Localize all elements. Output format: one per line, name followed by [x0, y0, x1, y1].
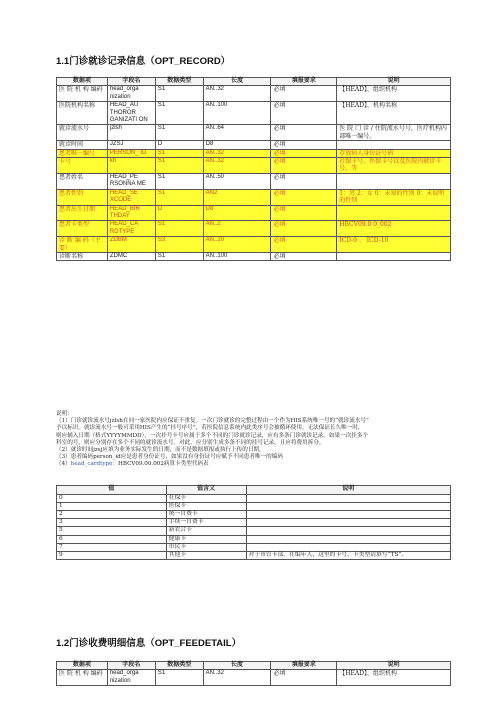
- table-cell: 必填: [271, 221, 337, 237]
- table-cell: 【HEAD】，机构名称: [337, 102, 451, 125]
- table-row: [57, 141, 451, 149]
- table-cell: [246, 494, 451, 502]
- table-header-row: [57, 486, 451, 495]
- table-row: [57, 173, 451, 189]
- table-cell: AN..32: [203, 670, 271, 686]
- table-cell: 卡号: [57, 158, 108, 174]
- table-cell: 诊断名称: [57, 252, 108, 260]
- table-cell: head_orga nization: [107, 670, 155, 686]
- table-cell: 医 院 机 构 编码: [57, 86, 108, 102]
- table-cell: AN..100: [203, 102, 271, 125]
- table-cell: 2: [57, 511, 167, 519]
- table-row: [57, 494, 451, 502]
- table-cell: 必填: [271, 670, 337, 686]
- note-line: （3）患者编码person_id应是患者身份证号，如果没有身份证号应赋予不同患者唯一的编码: [56, 454, 283, 461]
- table-cell: 必填: [271, 141, 337, 149]
- table-cell: 统一自费卡: [166, 511, 246, 519]
- table-row: [57, 252, 451, 260]
- table-cell: [337, 141, 451, 149]
- table-cell: 1: [57, 502, 167, 510]
- note-line-4: （4）head_cardtype：HBCV09.00.002病算卡类型代码表: [56, 461, 209, 468]
- table-row: [57, 125, 451, 141]
- table-cell: 0: [57, 494, 167, 502]
- table-row: [57, 221, 451, 237]
- table-cell: S3: [155, 237, 203, 253]
- table-cell: 患者姓名: [57, 173, 108, 189]
- table-cell: HEAD_PE RSONNA ME: [107, 173, 155, 189]
- column-header: 值含义: [166, 486, 246, 495]
- table-cell: D8: [203, 141, 271, 149]
- table-row: [57, 535, 451, 543]
- table-cell: [246, 511, 451, 519]
- table-row: [57, 205, 451, 221]
- note-line: 予以标识。就诊流水号一般可采用HIS产生的“挂号序号”，若医院信息系统内此类序号会被循环使用，无法保证长久唯一时，: [56, 425, 364, 432]
- notes-label: 说明：: [56, 411, 73, 417]
- table-cell: [246, 519, 451, 527]
- table-cell: AN..64: [203, 125, 271, 141]
- column-header: 填报要求: [271, 78, 337, 86]
- opt-record-table: [56, 77, 451, 261]
- table-cell: 【HEAD】，组织机构: [337, 670, 451, 686]
- table-cell: 必填: [271, 125, 337, 141]
- table-cell: 新农合卡: [166, 527, 246, 535]
- table-row: [57, 102, 451, 125]
- opt-feedetail-table: [56, 661, 451, 686]
- table-cell: ZDBM: [107, 237, 155, 253]
- column-header: 长度: [203, 78, 271, 86]
- table-cell: S1: [155, 252, 203, 260]
- table-cell: [337, 205, 451, 221]
- table-cell: HEAD_BIR THDAY: [107, 205, 155, 221]
- table-cell: S1: [155, 102, 203, 125]
- table-cell: 必填: [271, 158, 337, 174]
- table-cell: S1: [155, 221, 203, 237]
- column-header: 字段名: [107, 78, 155, 86]
- table-cell: [246, 527, 451, 535]
- column-header: 数据项: [57, 78, 108, 86]
- table-cell: [246, 502, 451, 510]
- column-header: 说明: [337, 78, 451, 86]
- table-cell: S1: [155, 86, 203, 102]
- table-cell: 诊 断 编 码（主要）: [57, 237, 108, 253]
- table-cell: S1: [155, 670, 203, 686]
- note-line: （1）门诊就诊流水号jzlsh在同一家医院内应保证不重复。一次门诊就诊的完整过程由一个作为HIS系统唯一号的“就诊流水号”: [56, 418, 369, 425]
- table-row: [57, 502, 451, 510]
- table-cell: 患者唯一编号: [57, 149, 108, 157]
- table-cell: JZSJ: [107, 141, 155, 149]
- table-cell: S1: [155, 149, 203, 157]
- column-header: 说明: [246, 486, 451, 495]
- table-cell: 必填: [271, 102, 337, 125]
- column-header: 值: [57, 486, 167, 495]
- table-cell: 必填: [271, 149, 337, 157]
- table-cell: AN2: [203, 189, 271, 205]
- table-cell: 必填: [271, 173, 337, 189]
- note-line: 则应辅入日期（格式YYYYMMDD），一次挂号卡号应属于多个不同的门诊就诊记录，应有多条门诊就诊记录。如果一次挂多个: [56, 432, 369, 439]
- table-cell: 9: [57, 552, 167, 560]
- table-cell: 患者出生日期: [57, 205, 108, 221]
- table-cell: HEAD_CA RDTYPE: [107, 221, 155, 237]
- table-cell: 医院机构名称: [57, 102, 108, 125]
- table-cell: HBCV09.0 0_002: [337, 221, 451, 237]
- table-cell: 患者卡类型: [57, 221, 108, 237]
- table-cell: ICD-9 、 ICD-10: [337, 237, 451, 253]
- table-row: [57, 149, 451, 157]
- table-row: [57, 543, 451, 551]
- table-cell: AN..20: [203, 237, 271, 253]
- table-cell: head_orga nization: [107, 86, 155, 102]
- table-cell: 其他卡: [166, 552, 246, 560]
- table-row: [57, 511, 451, 519]
- table-cell: 就诊流水号: [57, 125, 108, 141]
- section-title-opt-record: 1.1门诊就诊记录信息（OPT_RECORD）: [56, 56, 231, 67]
- table-cell: 【HEAD】，组织机构: [337, 86, 451, 102]
- table-cell: 存放病人身份证号码: [337, 149, 451, 157]
- table-cell: 健康卡: [166, 535, 246, 543]
- table-cell: 就诊时间: [57, 141, 108, 149]
- card-type-code-table: [56, 485, 451, 560]
- table-cell: S1: [155, 125, 203, 141]
- table-row: [57, 158, 451, 174]
- table-cell: 对于市管卡部，在编年人，这里的卡号、卡类型请填写“TS”。: [246, 552, 451, 560]
- table-cell: 医保卡: [166, 502, 246, 510]
- table-cell: AN..32: [203, 149, 271, 157]
- table-cell: AN..32: [203, 86, 271, 102]
- table-row: [57, 527, 451, 535]
- table-cell: [337, 252, 451, 260]
- table-cell: AN..100: [203, 252, 271, 260]
- table-cell: HEAD_AU THOROR GANIZATI ON: [107, 102, 155, 125]
- table-cell: 6: [57, 535, 167, 543]
- table-cell: S1: [155, 173, 203, 189]
- table-cell: [246, 535, 451, 543]
- table-row: [57, 189, 451, 205]
- table-cell: D: [155, 141, 203, 149]
- table-row: [57, 670, 451, 686]
- column-header: 数据项: [57, 662, 108, 670]
- table-cell: S1: [155, 158, 203, 174]
- table-cell: 市民卡: [166, 543, 246, 551]
- table-cell: 必填: [271, 205, 337, 221]
- section-title-opt-feedetail: 1.2门诊收费明细信息（OPT_FEEDETAIL）: [56, 638, 242, 649]
- table-row: [57, 237, 451, 253]
- column-header: 字段名: [107, 662, 155, 670]
- table-cell: 必填: [271, 237, 337, 253]
- table-cell: 必填: [271, 189, 337, 205]
- table-cell: ZDMC: [107, 252, 155, 260]
- table-cell: D: [155, 205, 203, 221]
- table-cell: HEAD_SE XCODE: [107, 189, 155, 205]
- table-cell: AN..32: [203, 158, 271, 174]
- column-header: 数据类型: [155, 78, 203, 86]
- note-line: 科室的号，则应分别存在多个不同的就诊流水号。对此，应分别生成多条不同的挂号记录，且应将费用拆分。: [56, 439, 325, 446]
- column-header: 说明: [337, 662, 451, 670]
- table-cell: AN..2: [203, 221, 271, 237]
- table-cell: 5: [57, 527, 167, 535]
- table-cell: 手续一自费卡: [166, 519, 246, 527]
- head-cardtype-link[interactable]: head_cardtype：: [70, 461, 118, 468]
- column-header: 长度: [203, 662, 271, 670]
- table-cell: 必填: [271, 252, 337, 260]
- table-cell: 患者性别: [57, 189, 108, 205]
- table-row: [57, 519, 451, 527]
- table-cell: S1: [155, 189, 203, 205]
- table-cell: 必填: [271, 86, 337, 102]
- table-cell: PERSON_ ID: [107, 149, 155, 157]
- table-row: [57, 552, 451, 560]
- column-header: 数据类型: [155, 662, 203, 670]
- table-cell: [246, 543, 451, 551]
- table-cell: AN..50: [203, 173, 271, 189]
- table-row: [57, 86, 451, 102]
- table-cell: 7: [57, 543, 167, 551]
- table-cell: 医 院 机 构 编码: [57, 670, 108, 686]
- table-header-row: [57, 78, 451, 86]
- table-cell: jzlsh: [107, 125, 155, 141]
- table-cell: 1：男 2：女 0：未知的性别 9：未说明的性别: [337, 189, 451, 205]
- table-cell: 社保卡: [166, 494, 246, 502]
- column-header: 填报要求: [271, 662, 337, 670]
- table-cell: 社保卡号、医保卡号以及医院内就诊卡号，等: [337, 158, 451, 174]
- table-cell: 3: [57, 519, 167, 527]
- table-cell: [337, 173, 451, 189]
- table-header-row: [57, 662, 451, 670]
- table-cell: D8: [203, 205, 271, 221]
- table-cell: kh: [107, 158, 155, 174]
- table-cell: 医 院 门 诊 / 住院流水号号，医疗机构内部唯一编号。: [337, 125, 451, 141]
- note-line: （2）就诊时间jzsj应填为业务实际发生的日期，而不是数据填报或执行上传的日期。: [56, 447, 265, 454]
- notes-block: [56, 411, 454, 469]
